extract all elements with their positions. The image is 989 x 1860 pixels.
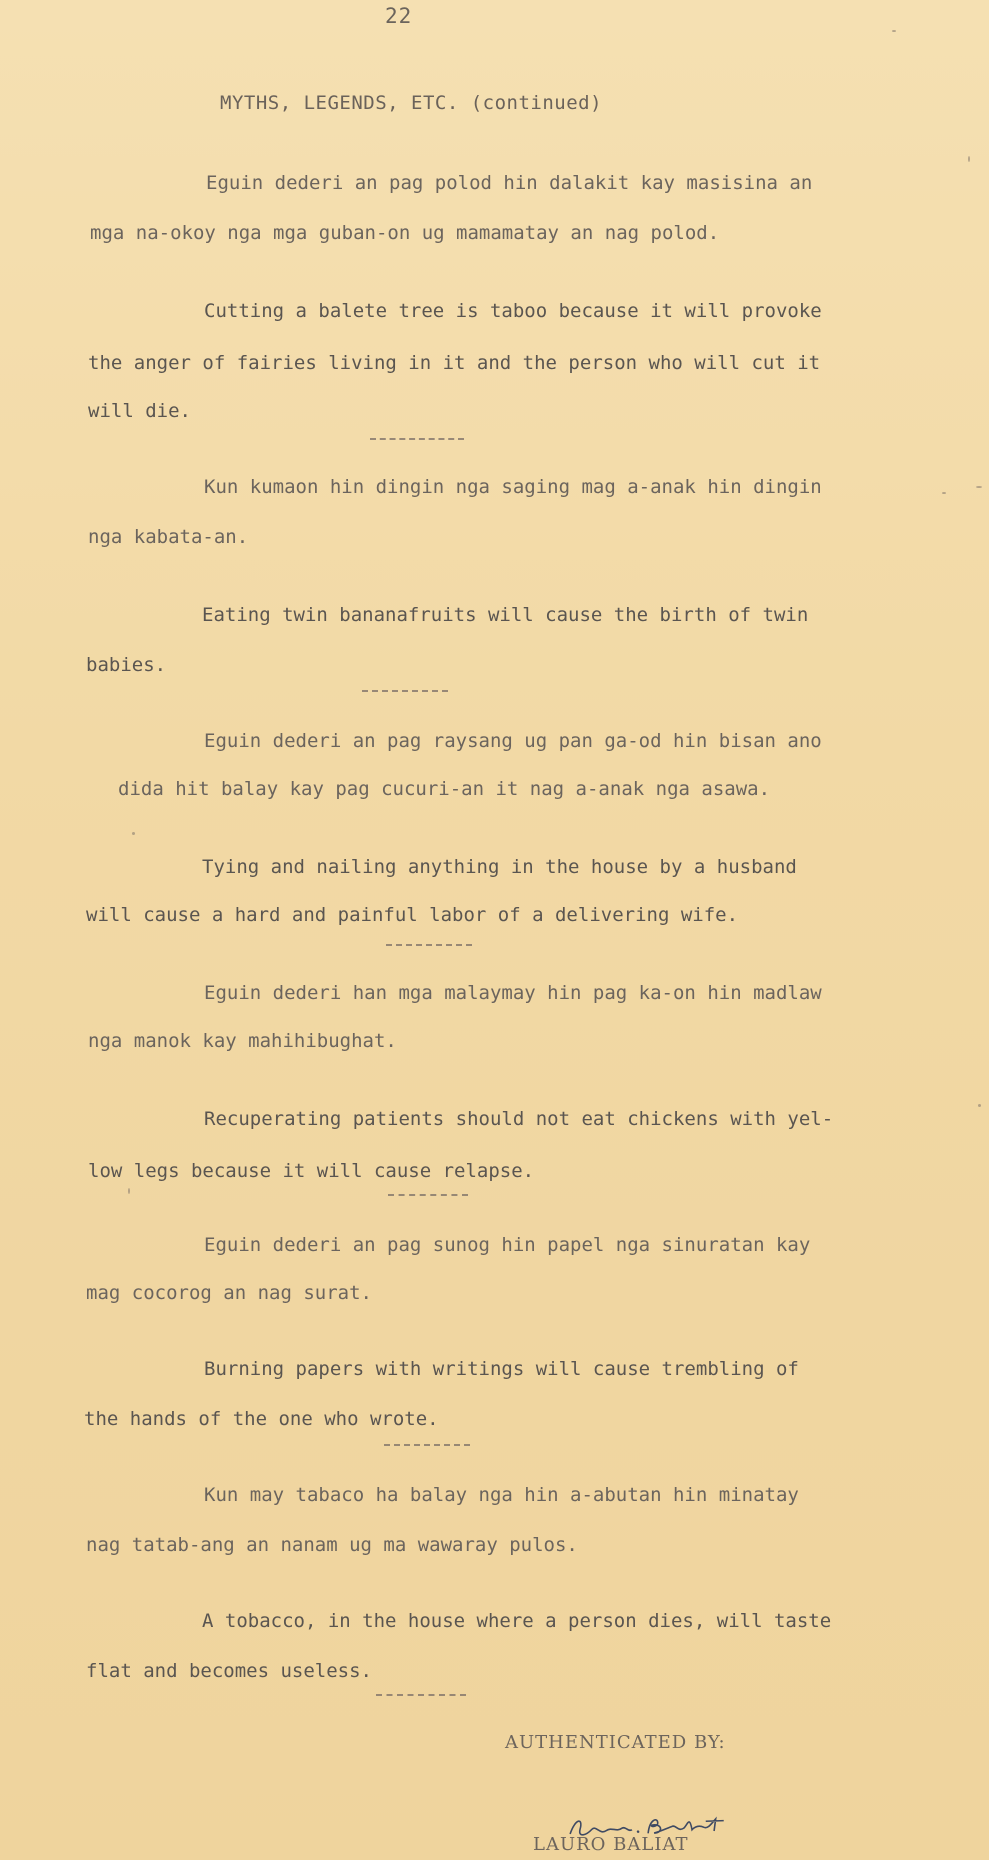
paper-speck: [976, 486, 982, 488]
entry-6-english-line-2: flat and becomes useless.: [86, 1660, 372, 1682]
entry-1-waray-line-1: Eguin dederi an pag polod hin dalakit kay masisina an: [206, 172, 813, 194]
entry-5-waray-line-2: mag cocorog an nag surat.: [86, 1282, 372, 1304]
separator: [384, 1444, 470, 1446]
entry-3-english-line-1: Tying and nailing anything in the house by a husband: [202, 856, 797, 878]
entry-3-english-line-2: will cause a hard and painful labor of a delivering wife.: [86, 904, 739, 926]
entry-2-waray-line-2: nga kabata-an.: [88, 526, 249, 548]
paper-speck: [132, 832, 135, 835]
entry-2-english-line-2: babies.: [86, 654, 167, 676]
entry-5-english-line-2: the hands of the one who wrote.: [84, 1408, 439, 1430]
entry-4-waray-line-2: nga manok kay mahihibughat.: [88, 1030, 397, 1052]
separator: [362, 690, 448, 692]
entry-1-english-line-1: Cutting a balete tree is taboo because it will provoke: [204, 300, 822, 322]
section-heading: MYTHS, LEGENDS, ETC. (continued): [220, 92, 603, 114]
paper-speck: [942, 492, 946, 494]
entry-4-english-line-1: Recuperating patients should not eat chickens with yel-: [204, 1108, 834, 1130]
separator: [386, 944, 472, 946]
paper-speck: [892, 30, 896, 32]
separator: [388, 1194, 468, 1196]
entry-5-waray-line-1: Eguin dederi an pag sunog hin papel nga sinuratan kay: [204, 1234, 811, 1256]
entry-4-english-line-2: low legs because it will cause relapse.: [88, 1160, 535, 1182]
entry-1-english-line-3: will die.: [88, 400, 191, 422]
entry-6-waray-line-1: Kun may tabaco ha balay nga hin a-abutan hin minatay: [204, 1484, 799, 1506]
authenticator-name: LAURO BALIAT: [533, 1834, 689, 1855]
entry-5-english-line-1: Burning papers with writings will cause trembling of: [204, 1358, 799, 1380]
page-number: 22: [385, 4, 413, 28]
entry-1-english-line-2: the anger of fairies living in it and the person who will cut it: [88, 352, 821, 374]
entry-2-waray-line-1: Kun kumaon hin dingin nga saging mag a-anak hin dingin: [204, 476, 822, 498]
entry-6-waray-line-2: nag tatab-ang an nanam ug ma wawaray pulos.: [86, 1534, 578, 1556]
entry-3-waray-line-2: dida hit balay kay pag cucuri-an it nag a-anak nga asawa.: [118, 778, 771, 800]
paper-speck: [978, 1104, 981, 1107]
entry-1-waray-line-2: mga na-okoy nga mga guban-on ug mamamatay an nag polod.: [90, 222, 720, 244]
separator: [376, 1694, 466, 1696]
entry-6-english-line-1: A tobacco, in the house where a person dies, will taste: [202, 1610, 832, 1632]
separator: [370, 438, 464, 440]
entry-3-waray-line-1: Eguin dederi an pag raysang ug pan ga-od hin bisan ano: [204, 730, 822, 752]
paper-speck: [968, 156, 970, 162]
paper-speck: [128, 1188, 130, 1194]
entry-2-english-line-1: Eating twin bananafruits will cause the birth of twin: [202, 604, 809, 626]
authenticated-by-label: AUTHENTICATED BY:: [505, 1732, 726, 1753]
entry-4-waray-line-1: Eguin dederi han mga malaymay hin pag ka-on hin madlaw: [204, 982, 822, 1004]
